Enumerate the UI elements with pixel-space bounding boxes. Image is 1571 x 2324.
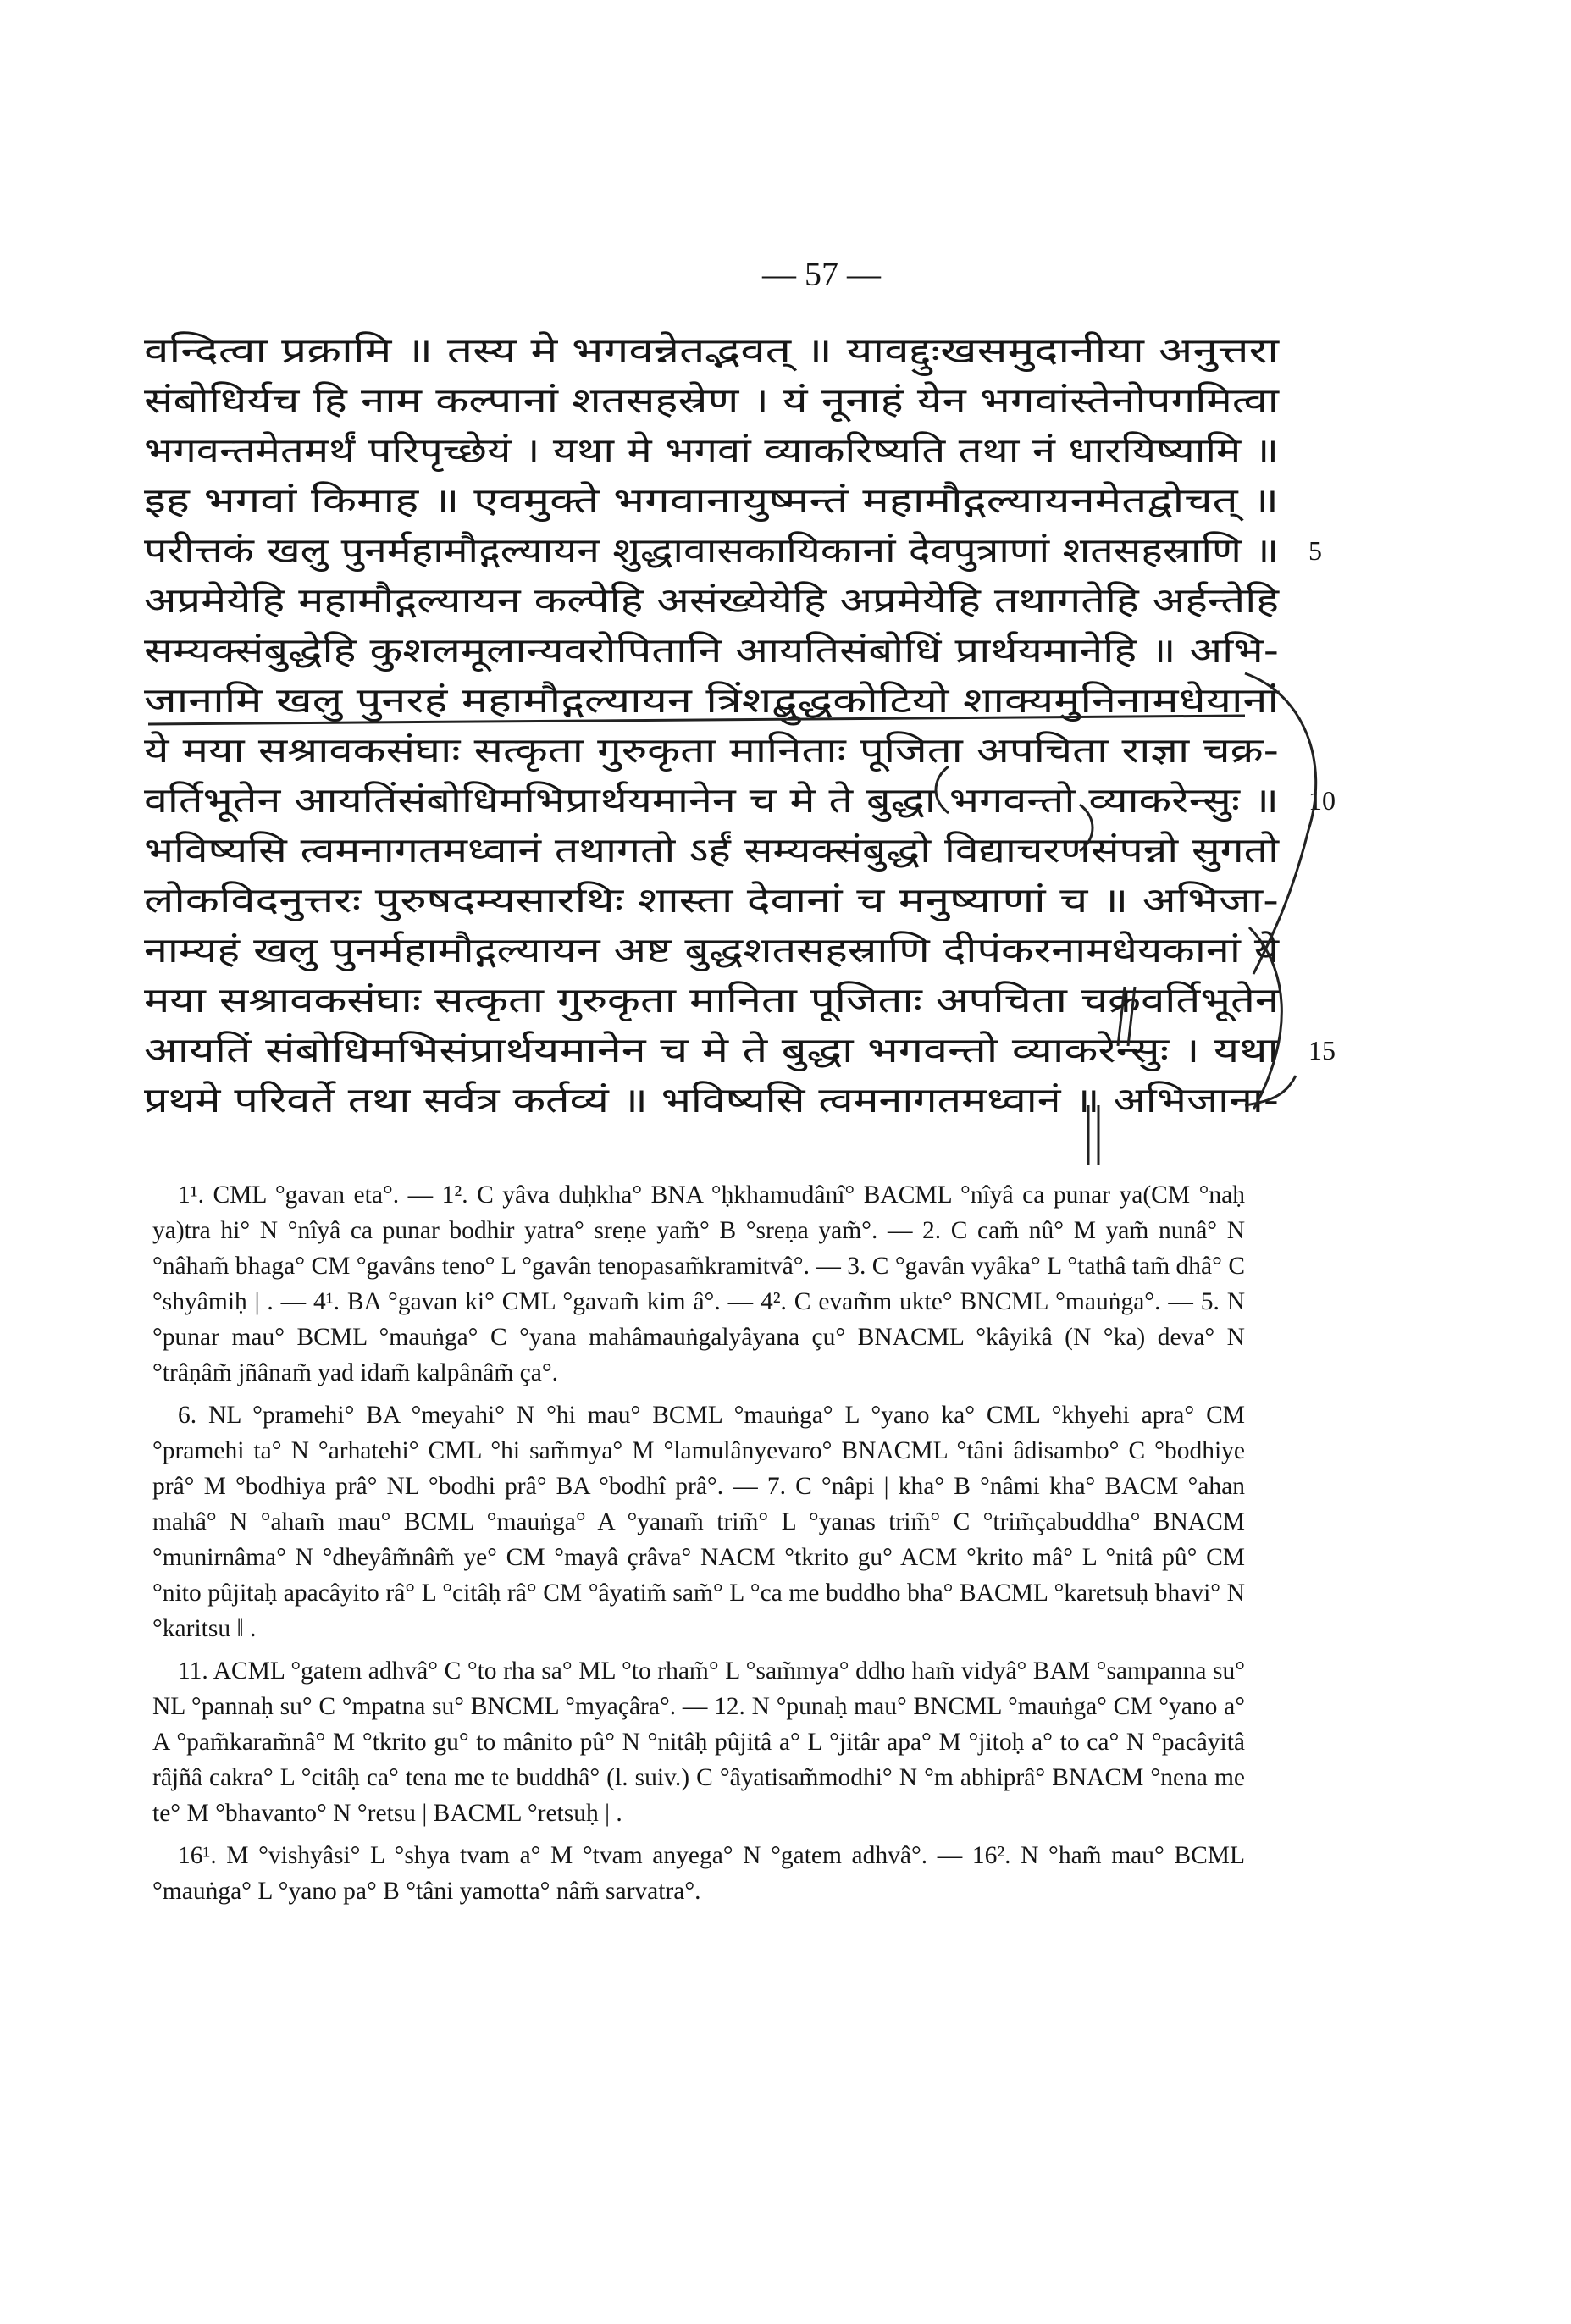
footnote-paragraph: 11. ACML °gatem adhvâ° C °to rha sa° ML °to rham̃° L °sam̃mya° ddho ham̃ vidyâ° BAM °sampanna su° NL °pannaḥ su° C °mpatna su° BNCML °myaçâra°. — 12. N °punaḥ mau° BNCML °mauṅga° CM °yano a° A °pam̃karam̃nâ° M °tkrito gu° to mânito pû° N °nitâḥ pûjitâ a° L °jitâr apa° M °jitoḥ a° to ca° N °pacâyitâ râjñâ cakra° L °citâḥ ca° tena me te buddhâ° (l. suiv.) C °âyatisam̃modhi° N °m abhiprâ° BNACM °nena me te° M °bhavanto° N °retsu | BACML °retsuḥ | . [152,1657,1245,1827]
text-line-content: संबोधिर्यच हि नाम कल्पानां शतसहस्रेण । यं नूनाहं येन भगवांस्तेनोपगमित्वा [144,380,1279,421]
text-line-content: परीत्तकं खलु पुनर्महामौद्गल्यायन शुद्धावासकायिकानां देवपुत्राणां शतसहस्राणि ॥ [144,530,1279,571]
text-line-11 [144,826,1296,876]
text-line-content: भगवन्तमेतमर्थं परिपृच्छेयं । यथा मे भगवां व्याकरिष्यति तथा नं धारयिष्यामि ॥ [144,430,1279,471]
text-line-13 [144,926,1296,976]
text-line-4 [144,476,1296,526]
text-line-8 [144,676,1296,726]
line-number: 10 [1308,785,1336,816]
text-line-content: ये मया सश्रावकसंघाः सत्कृता गुरुकृता मानिताः पूजिता अपचिता राज्ञा चक्र- [144,730,1279,771]
text-line-content: वन्दित्वा प्रक्रामि ॥ तस्य मे भगवन्नेतद्भवत् ॥ यावद्दुःखसमुदानीया अनुत्तरा [144,330,1279,371]
text-line-content: सम्यक्संबुद्धेहि कुशलमूलान्यवरोपितानि आयतिसंबोधिं प्रार्थयमानेहि ॥ अभि- [144,630,1279,671]
sanskrit-text-block [144,326,1336,1126]
text-line-6 [144,576,1296,626]
text-line-1 [144,326,1296,376]
text-line-3 [144,426,1296,476]
text-line-16 [144,1076,1296,1126]
text-line-5 [144,526,1322,576]
text-line-content: मया सश्रावकसंघाः सत्कृता गुरुकृता मानिता पूजिताः अपचिता चक्रवर्तिभूतेन [144,980,1279,1021]
text-line-content: वर्तिभूतेन आयतिंसंबोधिमभिप्रार्थयमानेन च मे ते बुद्धा भगवन्तो व्याकरेन्सुः ॥ [144,780,1279,821]
footnote-paragraph: 16¹. M °vishyâsi° L °shya tvam a° M °tvam anyega° N °gatem adhvâ°. — 16². N °ham̃ mau° BCML °mauṅga° L °yano pa° B °tâni yamotta° nâm̃ sarvatra°. [152,1842,1245,1905]
text-line-12 [144,876,1296,926]
text-line-content: नाम्यहं खलु पुनर्महामौद्गल्यायन अष्ट बुद्धशतसहस्राणि दीपंकरनामधेयकानां ये [144,930,1279,971]
text-line-15 [144,1026,1336,1076]
text-line-content: भविष्यसि त्वमनागतमध्वानं तथागतो ऽर्हं सम्यक्संबुद्धो विद्याचरणसंपन्नो सुगतो [144,830,1279,871]
critical-apparatus-footnotes [152,1177,1245,1916]
text-line-7 [144,626,1296,676]
text-line-14 [144,976,1296,1026]
text-line-2 [144,376,1296,426]
text-line-content: आयतिं संबोधिमभिसंप्रार्थयमानेन च मे ते बुद्धा भगवन्तो व्याकरेन्सुः । यथा [144,1030,1279,1071]
text-line-content: प्रथमे परिवर्ते तथा सर्वत्र कर्तव्यं ॥ भविष्यसि त्वमनागतमध्वानं ॥ अभिजाना- [144,1080,1279,1120]
text-line-content: जानामि खलु पुनरहं महामौद्गल्यायन त्रिंशद्बुद्धकोटियो शाक्यमुनिनामधेयानां [144,680,1279,721]
line-number: 5 [1308,535,1322,566]
text-line-content: लोकविदनुत्तरः पुरुषदम्यसारथिः शास्ता देवानां च मनुष्याणां च ॥ अभिजा- [144,880,1279,921]
text-line-content: अप्रमेयेहि महामौद्गल्यायन कल्पेहि असंख्येयेहि अप्रमेयेहि तथागतेहि अर्हन्तेहि [144,580,1279,621]
text-line-content: इह भगवां किमाह ॥ एवमुक्ते भगवानायुष्मन्तं महामौद्गल्यायनमेतद्वोचत् ॥ [144,480,1279,521]
page-number: — 57 — [762,255,881,293]
footnote-paragraph: 6. NL °pramehi° BA °meyahi° N °hi mau° BCML °mauṅga° L °yano ka° CML °khyehi apra° CM °pramehi ta° N °arhatehi° CML °hi sam̃mya° M °lamulânyevaro° BNACML °tâni âdisambo° C °bodhiye prâ° M °bodhiya prâ° NL °bodhi prâ° BA °bodhî prâ°. — 7. C °nâpi | kha° B °nâmi kha° BACM °ahan mahâ° N °aham̃ mau° BCML °mauṅga° A °yanam̃ trim̃° L °yanas trim̃° C °trim̃çabuddha° BNACM °munirnâma° N °dheyâm̃nâm̃ ye° CM °mayâ çrâva° NACM °tkrito gu° ACM °krito mâ° L °nitâ pû° CM °nito pûjitaḥ apacâyito râ° L °citâḥ râ° CM °âyatim̃ sam̃° L °ca me buddho bha° BACML °karetsuḥ bhavi° N °karitsu ‖ . [152,1402,1245,1642]
footnote-paragraph: 1¹. CML °gavan eta°. — 1². C yâva duḥkha° BNA °ḥkhamudânî° BACML °nîyâ ca punar ya(CM °naḥ ya)tra hi° N °nîyâ ca punar bodhir yatra° sreṇe yam̃° B °sreṇa yam̃°. — 2. C cam̃ nû° M yam̃ nunâ° N °nâham̃ bhaga° CM °gavâns teno° L °gavân tenopasam̃kramitvâ°. — 3. C °gavân vyâka° L °tathâ tam̃ dhâ° C °shyâmiḥ | . — 4¹. BA °gavan ki° CML °gavam̃ kim â°. — 4². C evam̃m ukte° BNCML °mauṅga°. — 5. N °punar mau° BCML °mauṅga° C °yana mahâmauṅgalyâyana çu° BNACML °kâyikâ (N °ka) deva° N °trâṇâm̃ jñânam̃ yad idam̃ kalpânâm̃ ça°. [152,1181,1245,1386]
text-line-10 [144,776,1336,826]
text-line-9 [144,726,1296,776]
line-number: 15 [1308,1035,1336,1065]
